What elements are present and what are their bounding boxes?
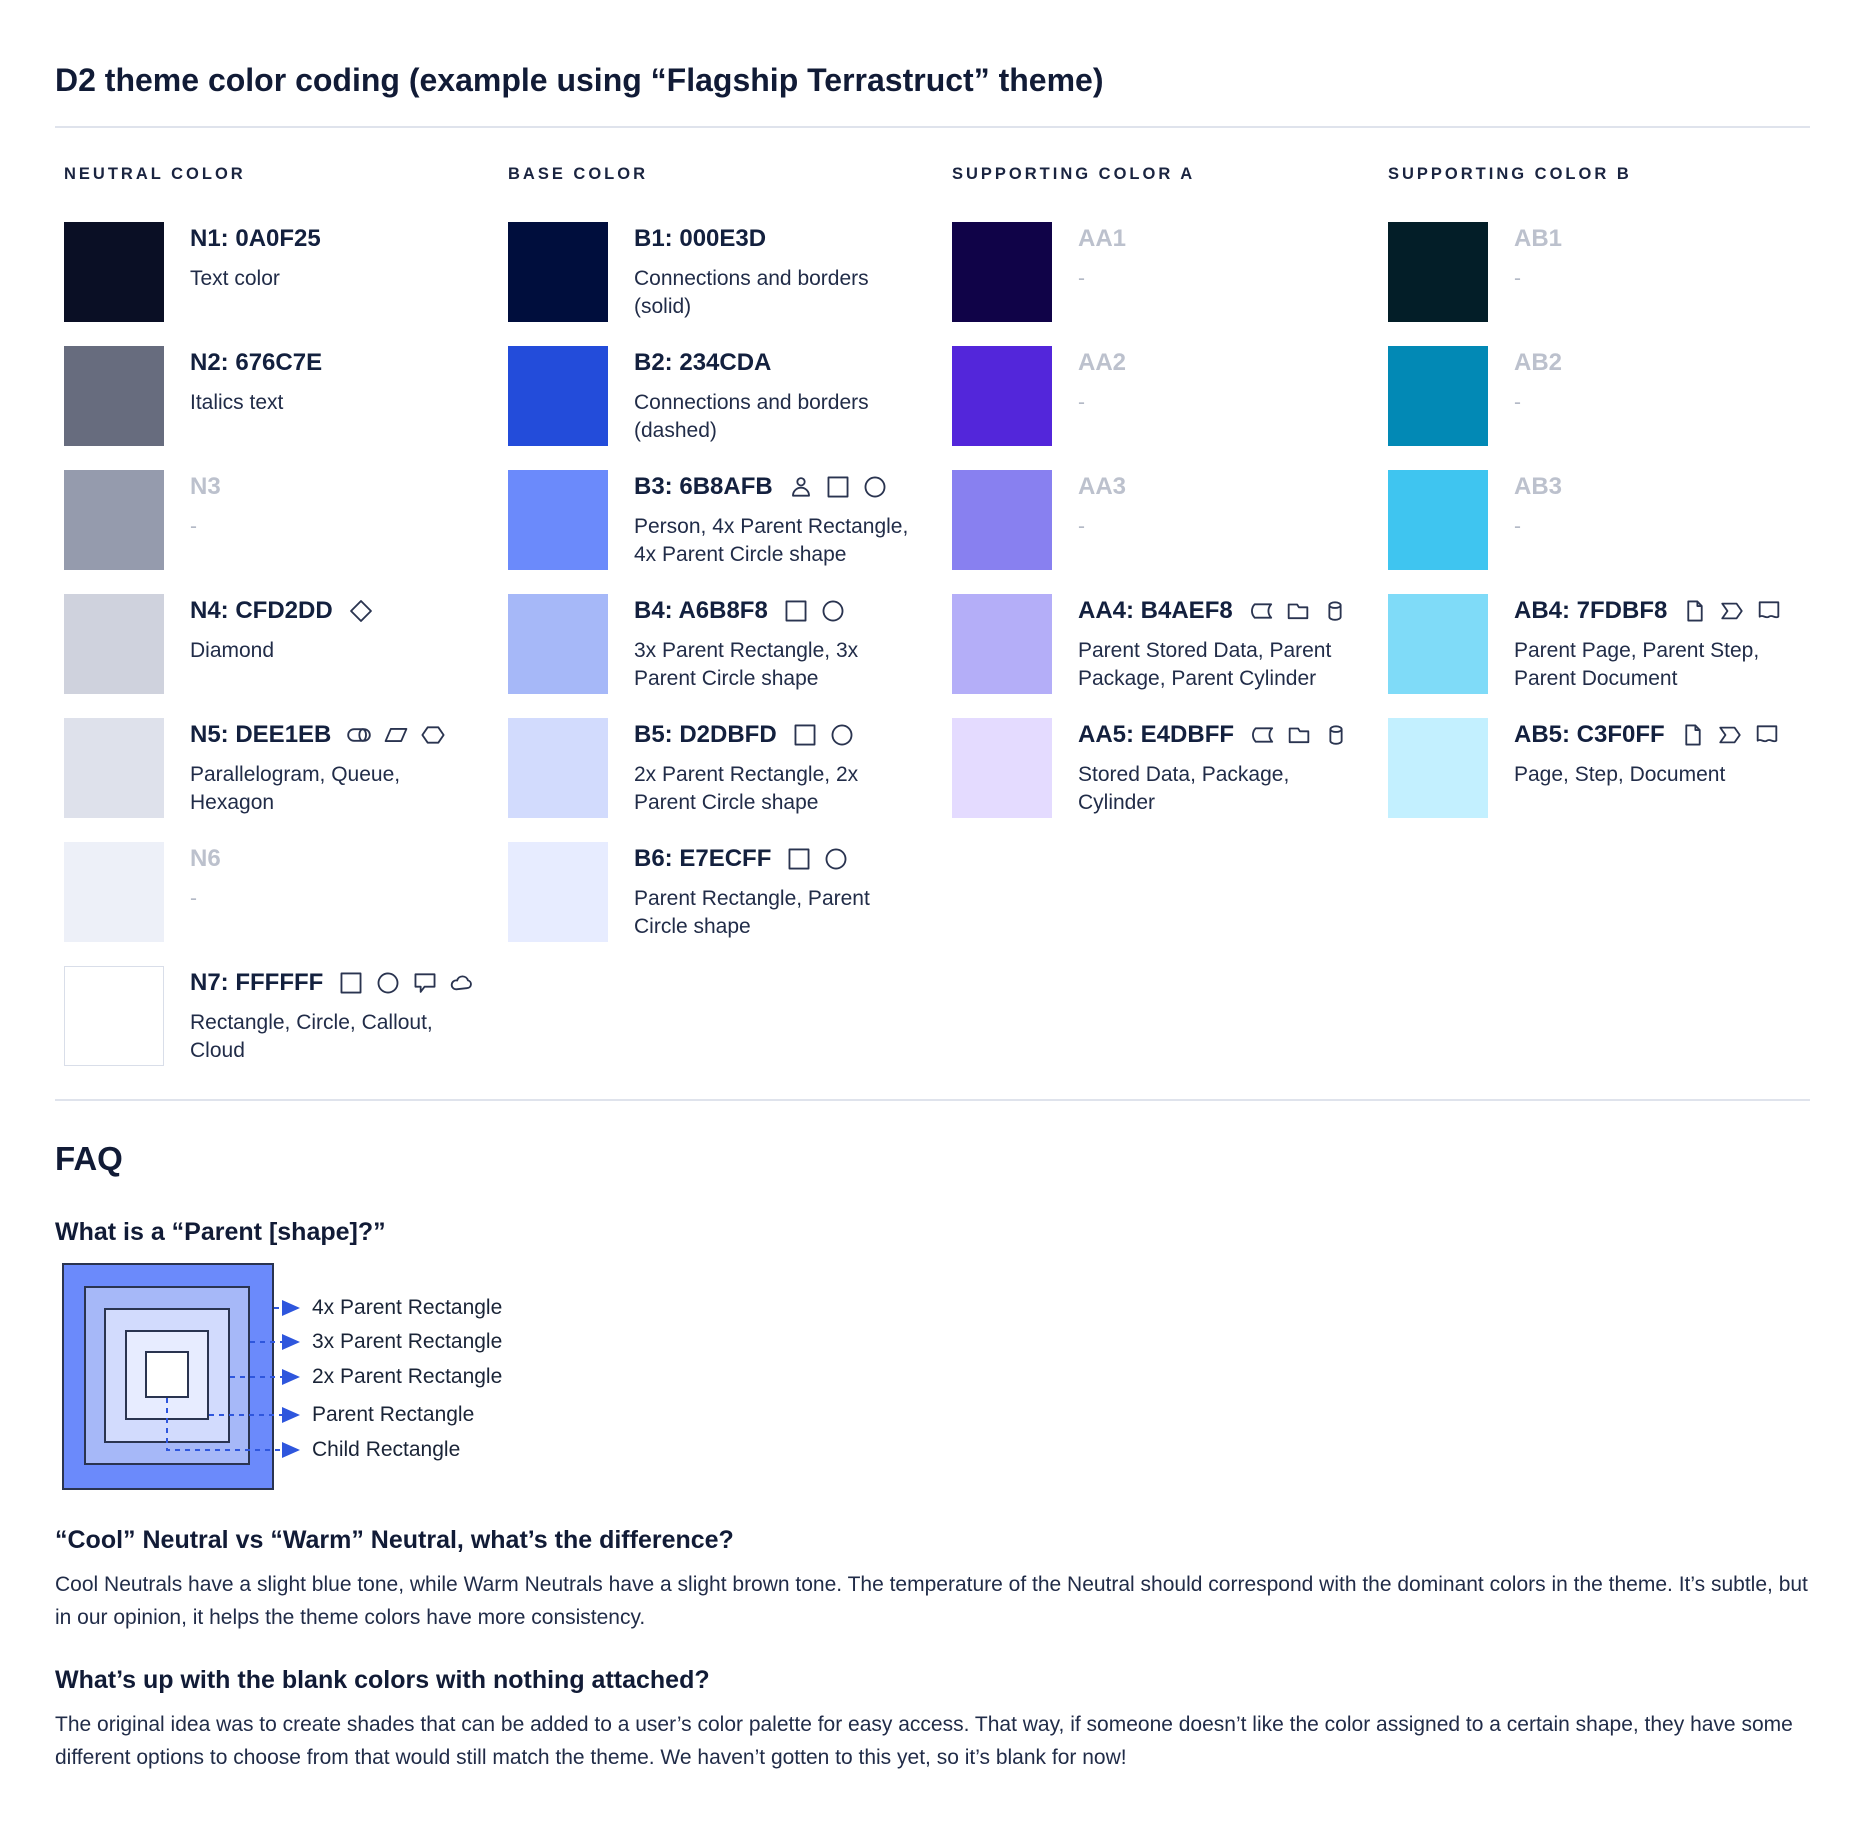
swatch-name-line	[1078, 349, 1378, 377]
person-icon	[788, 474, 814, 500]
swatch-desc: Parent Rectangle, Parent Circle shape	[634, 887, 870, 938]
swatch-name-line	[634, 473, 934, 501]
swatch-row	[952, 470, 1392, 594]
swatch-name: AB1	[1514, 225, 1563, 252]
shape-icons	[783, 598, 846, 624]
swatch-name-line	[190, 969, 490, 997]
swatch-info	[634, 473, 934, 569]
swatch-name: N1: 0A0F25	[190, 225, 321, 252]
parallelogram-icon	[383, 722, 409, 748]
swatch-info	[1514, 473, 1814, 541]
swatch-name: AA3	[1078, 473, 1127, 500]
diagram-label: Parent Rectangle	[312, 1403, 475, 1426]
swatch-name-line	[634, 845, 934, 873]
faq-question-cool-warm: “Cool” Neutral vs “Warm” Neutral, what’s the difference?	[55, 1526, 734, 1554]
swatch-name: AA4: B4AEF8	[1078, 597, 1233, 624]
parent-shape-diagram	[62, 1263, 762, 1495]
color-swatch	[508, 222, 608, 322]
swatch-row	[1388, 594, 1828, 718]
swatch-row	[64, 222, 504, 346]
rectangle-icon	[338, 970, 364, 996]
swatch-name-line	[634, 225, 934, 253]
rect-child	[146, 1352, 188, 1397]
color-swatch	[508, 470, 608, 570]
page-icon	[1680, 722, 1706, 748]
swatch-desc: Parent Page, Parent Step, Parent Document	[1514, 639, 1760, 690]
swatch-info	[190, 969, 490, 1065]
cylinder-icon	[1322, 598, 1348, 624]
swatch-info	[634, 845, 934, 941]
swatch-info	[634, 225, 934, 321]
swatch-name: AA1	[1078, 225, 1127, 252]
swatch-desc: Page, Step, Document	[1514, 763, 1726, 786]
document-icon	[1756, 598, 1782, 624]
rectangle-icon	[783, 598, 809, 624]
color-swatch	[1388, 594, 1488, 694]
swatch-info	[634, 597, 934, 693]
swatch-row	[64, 718, 504, 842]
cloud-icon	[449, 970, 475, 996]
swatch-desc: Italics text	[190, 391, 284, 414]
circle-icon	[829, 722, 855, 748]
swatch-desc: Text color	[190, 267, 280, 290]
shape-icons	[348, 598, 374, 624]
swatch-desc: Parallelogram, Queue, Hexagon	[190, 763, 401, 814]
color-swatch	[1388, 346, 1488, 446]
column-header: SUPPORTING COLOR B	[1388, 165, 1632, 183]
swatch-info	[1514, 349, 1814, 417]
swatch-row	[1388, 346, 1828, 470]
swatch-rows	[508, 222, 948, 966]
swatch-name: AB4: 7FDBF8	[1514, 597, 1668, 624]
swatch-info	[190, 597, 490, 665]
diagram-label: 2x Parent Rectangle	[312, 1365, 503, 1388]
swatch-desc: -	[1514, 515, 1521, 538]
shape-icons	[1249, 722, 1349, 748]
color-swatch	[64, 594, 164, 694]
color-swatch	[64, 470, 164, 570]
swatch-row	[64, 470, 504, 594]
swatch-name-line	[190, 845, 490, 873]
page-title: D2 theme color coding (example using “Flagship Terrastruct” theme)	[55, 62, 1104, 98]
cylinder-icon	[1323, 722, 1349, 748]
swatch-name: B2: 234CDA	[634, 349, 772, 376]
step-icon	[1717, 722, 1743, 748]
swatch-info	[1078, 473, 1378, 541]
swatch-name-line	[634, 349, 934, 377]
swatch-info	[190, 845, 490, 913]
swatch-name-line	[1078, 597, 1378, 625]
swatch-name: B4: A6B8F8	[634, 597, 768, 624]
swatch-name-line	[1514, 349, 1814, 377]
shape-icons	[792, 722, 855, 748]
document-icon	[1754, 722, 1780, 748]
diamond-icon	[348, 598, 374, 624]
swatch-desc: Rectangle, Circle, Callout, Cloud	[190, 1011, 433, 1062]
circle-icon	[862, 474, 888, 500]
swatch-row	[64, 594, 504, 718]
swatch-info	[634, 721, 934, 817]
swatch-desc: -	[1514, 391, 1521, 414]
swatch-name-line	[1078, 473, 1378, 501]
swatch-row	[508, 346, 948, 470]
page-icon	[1682, 598, 1708, 624]
shape-icons	[1682, 598, 1782, 624]
swatch-name-line	[190, 225, 490, 253]
circle-icon	[820, 598, 846, 624]
circle-icon	[375, 970, 401, 996]
color-swatch	[952, 222, 1052, 322]
swatch-name-line	[1514, 473, 1814, 501]
swatch-name: N3	[190, 473, 221, 500]
swatch-name: AA2	[1078, 349, 1127, 376]
swatch-row	[508, 594, 948, 718]
swatch-info	[1078, 721, 1378, 817]
section-divider	[55, 126, 1810, 128]
swatch-row	[952, 718, 1392, 842]
swatch-desc: -	[1078, 515, 1085, 538]
color-swatch	[952, 594, 1052, 694]
shape-icons	[1248, 598, 1348, 624]
color-swatch	[508, 346, 608, 446]
color-swatch	[952, 470, 1052, 570]
faq-answer-cool-warm: Cool Neutrals have a slight blue tone, while Warm Neutrals have a slight brown tone. The temperature of the Neutral should correspond with the dominant colors in the theme. It’s subtle, but in our opinion, it helps the theme colors have more consistency.	[55, 1573, 1808, 1629]
swatch-name-line	[1514, 225, 1814, 253]
swatch-info	[1078, 349, 1378, 417]
swatch-desc: Diamond	[190, 639, 275, 662]
swatch-info	[190, 349, 490, 417]
swatch-name-line	[1078, 721, 1378, 749]
swatch-rows	[1388, 222, 1828, 842]
swatch-name-line	[190, 473, 490, 501]
color-swatch	[64, 966, 164, 1066]
swatch-row	[508, 842, 948, 966]
faq-question-parent-shape: What is a “Parent [shape]?”	[55, 1218, 386, 1246]
queue-icon	[346, 722, 372, 748]
faq-question-blank-colors: What’s up with the blank colors with nothing attached?	[55, 1666, 710, 1694]
section-divider	[55, 1099, 1810, 1101]
color-swatch	[508, 718, 608, 818]
step-icon	[1719, 598, 1745, 624]
shape-icons	[346, 722, 446, 748]
swatch-name-line	[190, 721, 490, 749]
swatch-info	[190, 473, 490, 541]
swatch-row	[508, 470, 948, 594]
swatch-desc: Parent Stored Data, Parent Package, Parent Cylinder	[1078, 639, 1332, 690]
rectangle-icon	[792, 722, 818, 748]
swatch-info	[634, 349, 934, 445]
swatch-desc: -	[1078, 267, 1085, 290]
swatch-name: B3: 6B8AFB	[634, 473, 773, 500]
swatch-name: AB3	[1514, 473, 1563, 500]
swatch-row	[508, 222, 948, 346]
swatch-rows	[952, 222, 1392, 842]
swatch-desc: Person, 4x Parent Rectangle, 4x Parent Circle shape	[634, 515, 909, 566]
swatch-name-line	[1078, 225, 1378, 253]
swatch-name: B1: 000E3D	[634, 225, 767, 252]
swatch-row	[952, 346, 1392, 470]
swatch-name-line	[634, 721, 934, 749]
faq-answer-blank-colors: The original idea was to create shades that can be added to a user’s color palette for easy access. That way, if someone doesn’t like the color assigned to a certain shape, they have some different options to choose from that would still match the theme. We haven’t gotten to this yet, so it’s blank for now!	[55, 1713, 1793, 1769]
swatch-name-line	[190, 349, 490, 377]
swatch-desc: -	[1514, 267, 1521, 290]
circle-icon	[823, 846, 849, 872]
swatch-row	[64, 842, 504, 966]
swatch-desc: 2x Parent Rectangle, 2x Parent Circle shape	[634, 763, 859, 814]
swatch-info	[1514, 597, 1814, 693]
diagram-label: 4x Parent Rectangle	[312, 1296, 503, 1319]
color-swatch	[952, 346, 1052, 446]
color-swatch	[64, 842, 164, 942]
palette-columns	[64, 160, 1834, 1095]
swatch-row	[1388, 718, 1828, 842]
swatch-row	[952, 222, 1392, 346]
hexagon-icon	[420, 722, 446, 748]
stored-data-icon	[1249, 722, 1275, 748]
color-swatch	[1388, 718, 1488, 818]
swatch-name-line	[634, 597, 934, 625]
swatch-name: AB2	[1514, 349, 1563, 376]
color-swatch	[64, 222, 164, 322]
faq-heading: FAQ	[55, 1140, 123, 1177]
swatch-rows	[64, 222, 504, 1090]
swatch-row	[508, 718, 948, 842]
swatch-row	[64, 346, 504, 470]
color-swatch	[64, 718, 164, 818]
swatch-info	[1514, 225, 1814, 293]
diagram-label: 3x Parent Rectangle	[312, 1330, 503, 1353]
shape-icons	[338, 970, 475, 996]
swatch-desc: -	[190, 887, 197, 910]
color-swatch	[952, 718, 1052, 818]
swatch-info	[190, 225, 490, 293]
swatch-row	[1388, 470, 1828, 594]
color-swatch	[508, 842, 608, 942]
swatch-info	[1078, 225, 1378, 293]
column-header: NEUTRAL COLOR	[64, 165, 246, 183]
swatch-name: N5: DEE1EB	[190, 721, 332, 748]
swatch-info	[1078, 597, 1378, 693]
color-swatch	[508, 594, 608, 694]
column-header: BASE COLOR	[508, 165, 649, 183]
shape-icons	[1680, 722, 1780, 748]
swatch-name-line	[1514, 597, 1814, 625]
swatch-name-line	[1514, 721, 1814, 749]
swatch-name: N6	[190, 845, 221, 872]
swatch-name: N2: 676C7E	[190, 349, 323, 376]
swatch-desc: Connections and borders (solid)	[634, 267, 869, 318]
swatch-desc: Connections and borders (dashed)	[634, 391, 869, 442]
rectangle-icon	[786, 846, 812, 872]
color-swatch	[1388, 470, 1488, 570]
swatch-row	[64, 966, 504, 1090]
stored-data-icon	[1248, 598, 1274, 624]
rectangle-icon	[825, 474, 851, 500]
swatch-name-line	[190, 597, 490, 625]
column-header: SUPPORTING COLOR A	[952, 165, 1196, 183]
color-swatch	[64, 346, 164, 446]
color-swatch	[1388, 222, 1488, 322]
swatch-name: N7: FFFFFF	[190, 969, 324, 996]
swatch-desc: -	[1078, 391, 1085, 414]
swatch-name: N4: CFD2DD	[190, 597, 333, 624]
swatch-desc: 3x Parent Rectangle, 3x Parent Circle shape	[634, 639, 859, 690]
shape-icons	[788, 474, 888, 500]
swatch-row	[1388, 222, 1828, 346]
swatch-name: B6: E7ECFF	[634, 845, 772, 872]
swatch-name: AA5: E4DBFF	[1078, 721, 1235, 748]
package-icon	[1286, 722, 1312, 748]
package-icon	[1285, 598, 1311, 624]
swatch-name: B5: D2DBFD	[634, 721, 777, 748]
callout-icon	[412, 970, 438, 996]
swatch-name: AB5: C3F0FF	[1514, 721, 1665, 748]
shape-icons	[786, 846, 849, 872]
swatch-row	[952, 594, 1392, 718]
swatch-desc: Stored Data, Package, Cylinder	[1078, 763, 1290, 814]
diagram-label: Child Rectangle	[312, 1438, 461, 1461]
swatch-desc: -	[190, 515, 197, 538]
swatch-info	[1514, 721, 1814, 789]
swatch-info	[190, 721, 490, 817]
